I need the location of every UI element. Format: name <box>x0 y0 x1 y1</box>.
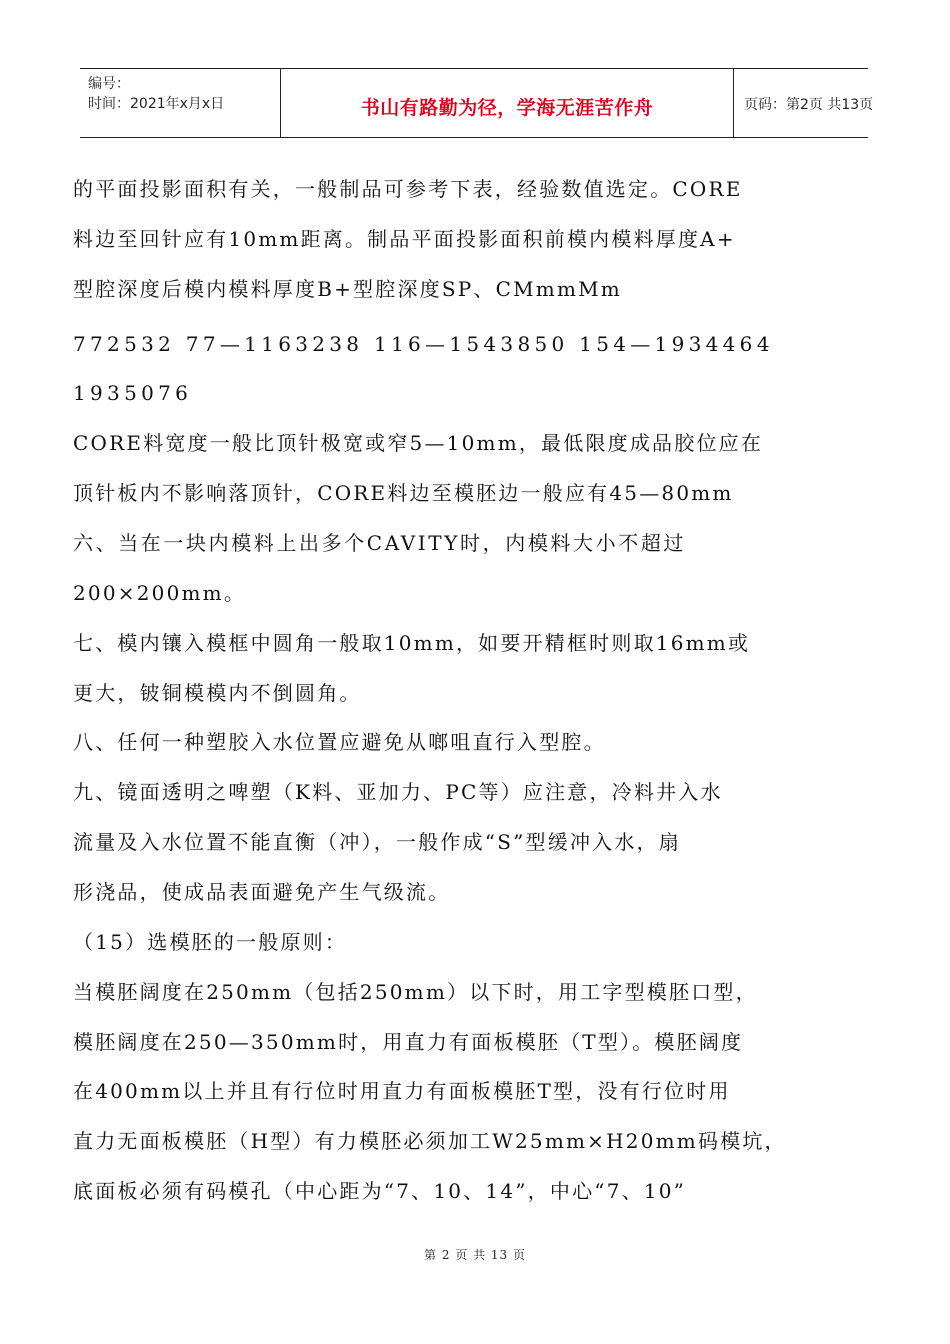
page-footer: 第 2 页 共 13 页 <box>424 1248 526 1262</box>
slogan-text: 书山有路勤为径，学海无涯苦作舟 <box>360 97 654 119</box>
text-line: 八、任何一种塑胶入水位置应避免从啷咀直行入型腔。 <box>73 730 606 754</box>
page-info: 页码：第2页 共13页 <box>744 97 874 113</box>
text-line: 更大，铍铜模模内不倒圆角。 <box>73 681 362 705</box>
text-line: 1935076 <box>73 381 193 405</box>
header-meta-cell <box>80 69 280 137</box>
header-page-cell <box>734 69 874 137</box>
serial-label: 编号： <box>88 76 130 92</box>
text-line: 772532 77—1163238 116—1543850 154—1934464 <box>73 332 774 356</box>
text-line: 型腔深度后模内模料厚度B+型腔深度SP、CMmmMm <box>73 277 622 301</box>
text-line: 200×200mm。 <box>73 581 247 605</box>
text-line: 料边至回针应有10mm距离。制品平面投影面积前模内模料厚度A+ <box>73 227 736 251</box>
section-heading: （15）选模胚的一般原则： <box>73 930 348 954</box>
text-line: 当模胚阔度在250mm（包括250mm）以下时，用工字型模胚口型， <box>73 980 758 1004</box>
text-line: 底面板必须有码模孔（中心距为“7、10、14”，中心“7、10” <box>73 1179 687 1203</box>
text-line: 顶针板内不影响落顶针，CORE料边至模胚边一般应有45—80mm <box>73 481 734 505</box>
text-line: 九、镜面透明之啤塑（K料、亚加力、PC等）应注意，冷料井入水 <box>73 780 723 804</box>
page-header <box>80 68 874 138</box>
header-slogan-cell <box>280 69 734 137</box>
text-line: 在400mm以上并且有行位时用直力有面板模胚T型，没有行位时用 <box>73 1079 731 1103</box>
text-line: 形浇品，使成品表面避免产生气级流。 <box>73 880 451 904</box>
text-line: 直力无面板模胚（H型）有力模胚必须加工W25mm×H20mm码模坑， <box>73 1129 787 1153</box>
text-line: 的平面投影面积有关，一般制品可参考下表，经验数值选定。CORE <box>73 177 743 201</box>
text-line: 六、当在一块内模料上出多个CAVITY时，内模料大小不超过 <box>73 531 687 555</box>
date-line: 时间：2021年x月x日 <box>88 96 225 112</box>
text-line: CORE料宽度一般比顶针极宽或窄5—10mm，最低限度成品胶位应在 <box>73 431 764 455</box>
text-line: 模胚阔度在250—350mm时，用直力有面板模胚（T型）。模胚阔度 <box>73 1030 744 1054</box>
text-line: 流量及入水位置不能直衡（冲），一般作成“S”型缓冲入水，扇 <box>73 830 681 854</box>
text-line: 七、模内镶入模框中圆角一般取10mm，如要开精框时则取16mm或 <box>73 631 751 655</box>
